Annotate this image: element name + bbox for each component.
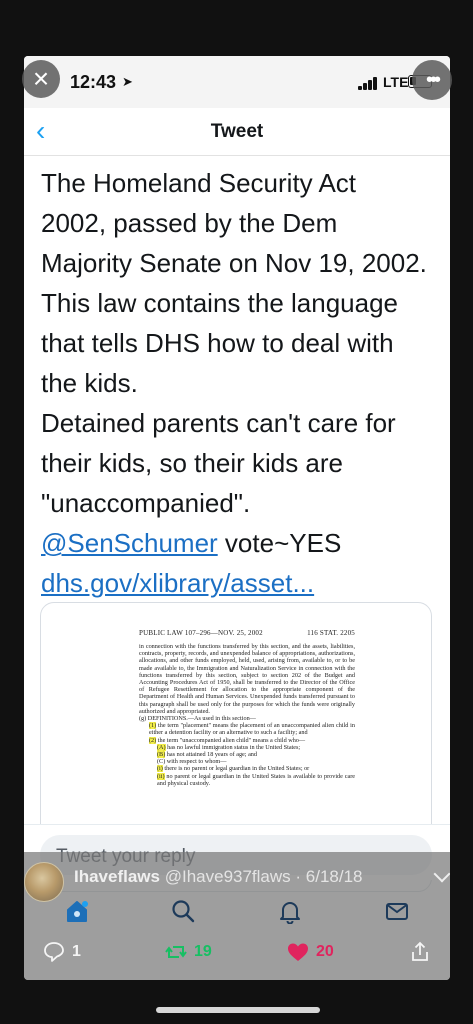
url-link[interactable]: dhs.gov/xlibrary/asset... [41, 568, 315, 598]
close-icon[interactable]: × [22, 60, 60, 98]
document-header [139, 629, 355, 637]
tweet-text: The Homeland Security Act 2002, passed by the Dem Majority Senate on Nov 19, 2002. This law contains the language that tells DHS how to deal with the kids. Detained parents can't care for their kids, so their kids are "unaccompanied". [41, 168, 427, 518]
app-screen [24, 56, 450, 980]
status-time: 12:43 [70, 72, 117, 92]
retweet-action[interactable] [164, 938, 212, 966]
back-icon[interactable]: ‹ [36, 115, 46, 146]
home-icon[interactable] [64, 898, 90, 924]
document-header-right: 116 STAT. 2205 [307, 629, 355, 637]
document-paragraph: in connection with the functions transferred by this section, and the assets, liabilities, contracts, property, records, and unexpended balance of appropriations, authorizations, allocations, and other funds employed, held, used, arising from, available to, or to be made available to, the Immigration and Naturalization Service in connection with the functions transferred by this section, subject to section 202 of the Budget and Accounting Procedures Act of 1950, shall be transferred to the Director of the Office of Refugee Resettlement for allocation to the appropriate component of the Department of Health and Human Services. Unexpended funds transferred pursuant to this paragraph shall be used only for the purposes for which the funds were originally authorized and appropriated. [139, 643, 355, 715]
document-paragraph: (ii) no parent or legal guardian in the United States is available to provide care and physical custody. [157, 772, 355, 787]
heart-icon [286, 940, 310, 964]
retweet-icon [164, 940, 188, 964]
document-header-left: PUBLIC LAW 107–296—NOV. 25, 2002 [139, 629, 263, 637]
document-paragraph: (B) has not attained 18 years of age; and [157, 751, 257, 759]
reply-count: 1 [72, 943, 81, 960]
page-title: Tweet [210, 121, 264, 142]
bottom-toolbar [24, 852, 450, 980]
reply-icon [42, 940, 66, 964]
location-arrow-icon: ➤ [122, 74, 133, 89]
author-meta: @Ihave937flaws · 6/18/18 [160, 867, 363, 886]
document-paragraph: (g) DEFINITIONS.—As used in this section— [139, 715, 256, 723]
share-action[interactable] [408, 938, 432, 966]
author-line[interactable] [74, 867, 363, 887]
signal-icon [358, 76, 380, 90]
avatar[interactable] [24, 862, 64, 902]
retweet-count: 19 [194, 943, 212, 960]
tweet-body [41, 163, 441, 603]
notifications-icon[interactable] [277, 898, 303, 924]
home-indicator[interactable] [156, 1007, 320, 1013]
share-icon [408, 940, 432, 964]
document-paragraph: (2) the term "unaccompanied alien child" means a child who— [149, 736, 306, 744]
like-count: 20 [316, 943, 334, 960]
carrier-label: LTE [383, 74, 409, 90]
tweet-header [24, 108, 450, 156]
search-icon[interactable] [170, 898, 196, 924]
messages-icon[interactable] [384, 898, 410, 924]
more-icon[interactable]: ••• [412, 60, 452, 100]
author-name: Ihaveflaws [74, 867, 160, 886]
reply-action[interactable] [42, 938, 81, 966]
tweet-mention-line [41, 523, 441, 563]
like-action[interactable] [286, 938, 334, 966]
document-image [139, 629, 355, 787]
document-paragraph: (i) there is no parent or legal guardian in the United States; or [157, 765, 310, 773]
document-paragraph: (A) has no lawful immigration status in the United States; [157, 743, 301, 751]
document-paragraph: (1) the term "placement" means the placement of an unaccompanied alien child in either a detention facility or an alternative to such a facility; and [149, 722, 355, 737]
mention-link[interactable]: @SenSchumer [41, 528, 218, 558]
document-paragraph: (C) with respect to whom— [157, 758, 227, 766]
mention-suffix: vote~YES [217, 528, 342, 558]
chevron-down-icon[interactable] [434, 866, 450, 883]
status-bar [24, 56, 450, 108]
document-text [139, 643, 355, 787]
